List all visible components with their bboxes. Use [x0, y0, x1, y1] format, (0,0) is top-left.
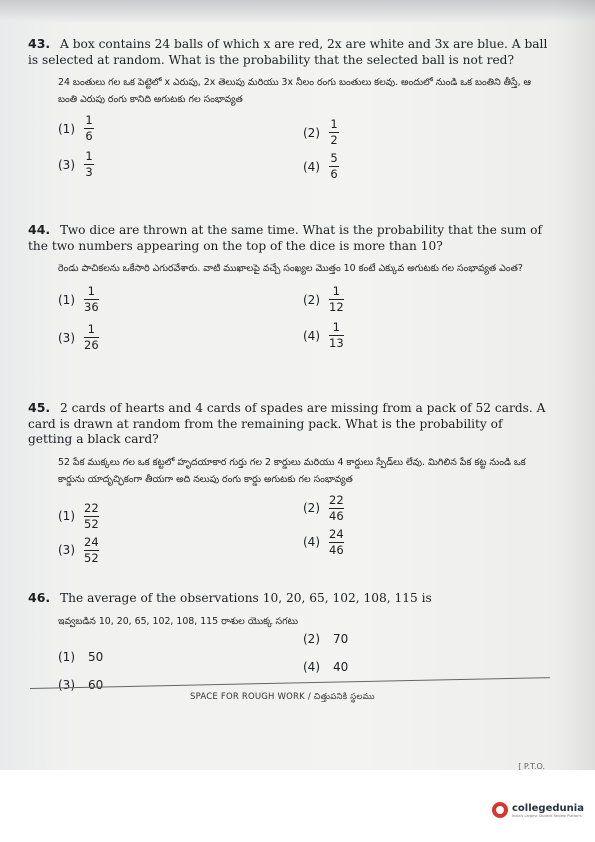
- question-43: [28, 36, 550, 190]
- fraction: $\frac{22}{52}$: [84, 500, 99, 531]
- question-english: The average of the observations 10, 20, 65, 102, 108, 115 is: [60, 591, 432, 605]
- fraction: $\frac{1}{26}$: [84, 322, 99, 352]
- page-fold-shadow: [555, 0, 595, 770]
- option-4[interactable]: (4) 40: [303, 659, 349, 674]
- brand-name: collegedunia: [512, 802, 584, 814]
- option-4[interactable]: (4) $\frac{1}{13}$: [303, 320, 344, 350]
- question-number: 46.: [28, 590, 51, 605]
- fraction: $\frac{24}{52}$: [84, 534, 99, 565]
- question-telugu: 52 పేక ముక్కలు గల ఒక కట్టలో హృదయాకార గుర్తు గల 2 కార్డులు మరియు 4 కార్డులు స్పేడ్‌లు లేవు. మిగిలిన పేక కట్ట నుండి ఒక కార్డును యాదృచ్ఛికంగా తీయగా అది నలుపు రంగు కార్డు అగుటకు గల సంభావ్యత: [58, 456, 526, 485]
- question-english: 2 cards of hearts and 4 cards of spades are missing from a pack of 52 cards. A card is drawn at random from the remaining pack. What is the probability of getting a black card?: [28, 401, 546, 446]
- page-top-edge: [0, 0, 595, 22]
- question-46: [28, 590, 550, 692]
- question-telugu: 24 బంతులు గల ఒక పెట్టెలో x ఎరుపు, 2x తెలుపు మరియు 3x నీలం రంగు బంతులు కలవు. అందులో నుండి ఒక బంతిని తీస్తే, ఆ బంతి ఎరుపు రంగు కానిది అగుటకు గల సంభావ్యత: [58, 77, 532, 105]
- fraction: $\frac{1}{12}$: [329, 284, 344, 314]
- question-44: [28, 222, 550, 361]
- fraction: $\frac{1}{36}$: [84, 284, 99, 314]
- question-english: Two dice are thrown at the same time. What is the probability that the sum of the two numbers appearing on the top of the dice is more than 10?: [28, 223, 543, 253]
- option-2[interactable]: (2) $\frac{22}{46}$: [303, 492, 344, 523]
- question-text: [28, 36, 550, 68]
- question-english: A box contains 24 balls of which x are red, 2x are white and 3x are blue. A ball is selected at random. What is the probability that the selected ball is not red?: [28, 37, 548, 67]
- option-1[interactable]: (1) $\frac{1}{36}$: [58, 284, 99, 314]
- fraction: $\frac{1}{2}$: [330, 117, 338, 147]
- brand-mascot-icon: [492, 802, 508, 818]
- option-4[interactable]: (4) $\frac{24}{46}$: [303, 526, 344, 557]
- question-telugu: రెండు పాచికలను ఒకేసారి ఎగురవేశారు. వాటి ముఖాలపై వచ్చే సంఖ్యల మొత్తం 10 కంటే ఎక్కువ అగుటకు గల సంభావ్యత ఎంత?: [58, 263, 523, 274]
- question-text: [28, 222, 550, 254]
- fraction: $\frac{1}{6}$: [85, 113, 93, 143]
- option-3[interactable]: (3) $\frac{1}{3}$: [58, 149, 93, 179]
- option-2[interactable]: (2) $\frac{1}{12}$: [303, 284, 344, 314]
- pto-label: [ P.T.O.: [518, 762, 545, 770]
- question-45: [28, 400, 550, 566]
- fraction: $\frac{5}{6}$: [330, 151, 338, 181]
- question-telugu: ఇవ్వబడిన 10, 20, 65, 102, 108, 115 రాశుల యొక్క సగటు: [58, 615, 299, 627]
- question-text: [28, 590, 550, 607]
- question-number: 44.: [28, 222, 51, 237]
- option-3[interactable]: (3) 60: [58, 677, 104, 692]
- option-1[interactable]: (1) $\frac{22}{52}$: [58, 500, 99, 531]
- option-3[interactable]: (3) $\frac{1}{26}$: [58, 322, 99, 352]
- option-2[interactable]: (2) 70: [303, 631, 349, 646]
- fraction: $\frac{1}{3}$: [85, 149, 93, 179]
- brand-logo: [492, 802, 584, 818]
- question-number: 45.: [28, 400, 51, 415]
- fraction: $\frac{22}{46}$: [329, 492, 344, 523]
- options-list: [58, 114, 550, 190]
- option-2[interactable]: (2) $\frac{1}{2}$: [303, 117, 338, 147]
- option-3[interactable]: (3) $\frac{24}{52}$: [58, 534, 99, 565]
- brand-tagline: India's Largest Student Review Platform: [512, 813, 582, 818]
- options-list: [58, 494, 550, 566]
- question-number: 43.: [28, 36, 51, 51]
- fraction: $\frac{1}{13}$: [329, 320, 344, 350]
- rough-work-label: SPACE FOR ROUGH WORK / చిత్తుపనికి స్థలము: [190, 692, 375, 702]
- options-list: [58, 285, 550, 361]
- fraction: $\frac{24}{46}$: [329, 526, 344, 557]
- option-1[interactable]: (1) 50: [58, 649, 104, 664]
- question-text: [28, 400, 550, 448]
- option-1[interactable]: (1) $\frac{1}{6}$: [58, 113, 93, 143]
- option-4[interactable]: (4) $\frac{5}{6}$: [303, 151, 338, 181]
